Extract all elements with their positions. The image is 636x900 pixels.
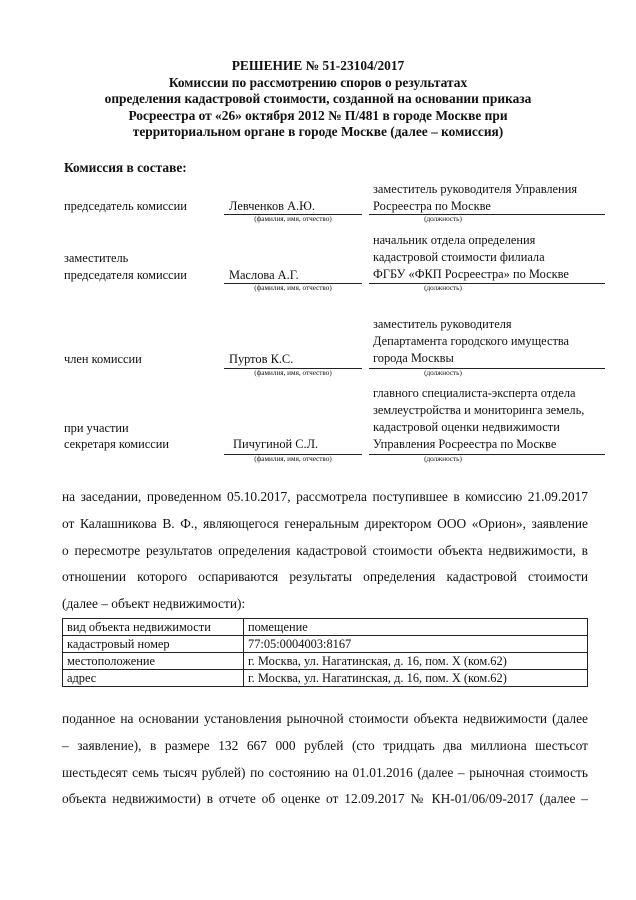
name-caption: (фамилия, имя, отчество) (254, 284, 332, 292)
name-caption: (фамилия, имя, отчество) (254, 455, 332, 463)
name-caption: (фамилия, имя, отчество) (254, 369, 332, 377)
member-position-line: ФГБУ «ФКП Росреестра» по Москве (373, 267, 569, 281)
application-paragraph (62, 706, 588, 813)
decision-heading (60, 58, 576, 141)
member-position-line: кадастровой оценки недвижимости (373, 420, 560, 434)
commission-title: Комиссия в составе: (64, 160, 187, 175)
member-position-line: Росреестра по Москве (373, 199, 491, 213)
property-table (62, 618, 588, 687)
paragraph-line: поданное на основании установления рыночной стоимости объекта недвижимости (далее (62, 711, 588, 726)
property-label: адрес (63, 670, 244, 687)
paragraph-line: от Калашникова В. Ф., являющегося генеральным директором ООО «Орион», заявление (62, 515, 588, 531)
member-role: при участии (64, 421, 129, 435)
member-name: Маслова А.Г. (229, 268, 299, 282)
property-value: г. Москва, ул. Нагатинская, д. 16, пом. X (ком.62) (244, 670, 588, 687)
property-label: вид объекта недвижимости (63, 619, 244, 636)
member-name: Пичугиной С.Л. (233, 437, 319, 451)
heading-line-1: Комиссии по рассмотрению споров о результатах (168, 74, 468, 90)
member-role: председатель комиссии (64, 199, 187, 213)
table-row (63, 636, 588, 653)
paragraph-line: (далее – объект недвижимости): (62, 596, 246, 612)
member-position-line: города Москвы (373, 351, 454, 365)
member-position-line: главного специалиста-эксперта отдела (373, 386, 576, 400)
property-value: 77:05:0004003:8167 (244, 636, 588, 653)
member-name: Пуртов К.С. (229, 352, 294, 366)
position-caption: (должность) (424, 369, 462, 377)
member-name: Левченков А.Ю. (229, 199, 315, 213)
member-position-line: заместитель руководителя (373, 317, 512, 331)
table-row (63, 619, 588, 636)
heading-line-4: территориальном органе в городе Москве (далее – комиссия) (132, 124, 504, 139)
position-caption: (должность) (424, 455, 462, 463)
member-position-line: заместитель руководителя Управления (373, 182, 578, 196)
property-label: кадастровый номер (63, 636, 244, 653)
heading-line-2: определения кадастровой стоимости, созданной на основании приказа (104, 91, 532, 106)
member-role: член комиссии (64, 352, 142, 366)
position-caption: (должность) (424, 284, 462, 292)
member-position-line: Управления Росреестра по Москве (373, 437, 557, 451)
property-value: г. Москва, ул. Нагатинская, д. 16, пом. X (ком.62) (244, 653, 588, 670)
paragraph-line: отношении которого оспариваются результаты определения кадастровой стоимости (62, 569, 588, 585)
table-row (63, 670, 588, 687)
table-row (63, 653, 588, 670)
member-role: секретаря комиссии (64, 437, 170, 451)
member-role: заместитель (64, 251, 129, 265)
heading-line-3: Росреестра от «26» октября 2012 № П/481 в городе Москве при (128, 107, 508, 123)
paragraph-line: объекта недвижимости) в отчете об оценке от 12.09.2017 № КН-01/06/09-2017 (далее – (62, 791, 588, 807)
paragraph-line: – заявление), в размере 132 667 000 рублей (сто тридцать два миллиона шестьсот (62, 737, 588, 753)
name-caption: (фамилия, имя, отчество) (254, 215, 332, 223)
decision-title: РЕШЕНИЕ № 51-23104/2017 (231, 58, 405, 73)
member-position-line: землеустройства и мониторинга земель, (373, 403, 585, 417)
session-paragraph (62, 484, 588, 618)
member-position-line: кадастровой стоимости филиала (373, 250, 545, 264)
property-label: местоположение (63, 653, 244, 670)
paragraph-line: о пересмотре результатов определения кадастровой стоимости объекта недвижимости, в (62, 542, 588, 558)
paragraph-line: на заседании, проведенном 05.10.2017, рассмотрела поступившее в комиссию 21.09.2017 (62, 489, 588, 504)
paragraph-line: шестьдесят семь тысяч рублей) по состоянию на 01.01.2016 (далее – рыночная стоимость (62, 764, 588, 780)
member-role: председателя комиссии (64, 268, 187, 282)
member-position-line: Департамента городского имущества (373, 334, 570, 348)
property-value: помещение (244, 619, 588, 636)
member-position-line: начальник отдела определения (373, 233, 536, 247)
position-caption: (должность) (424, 215, 462, 223)
